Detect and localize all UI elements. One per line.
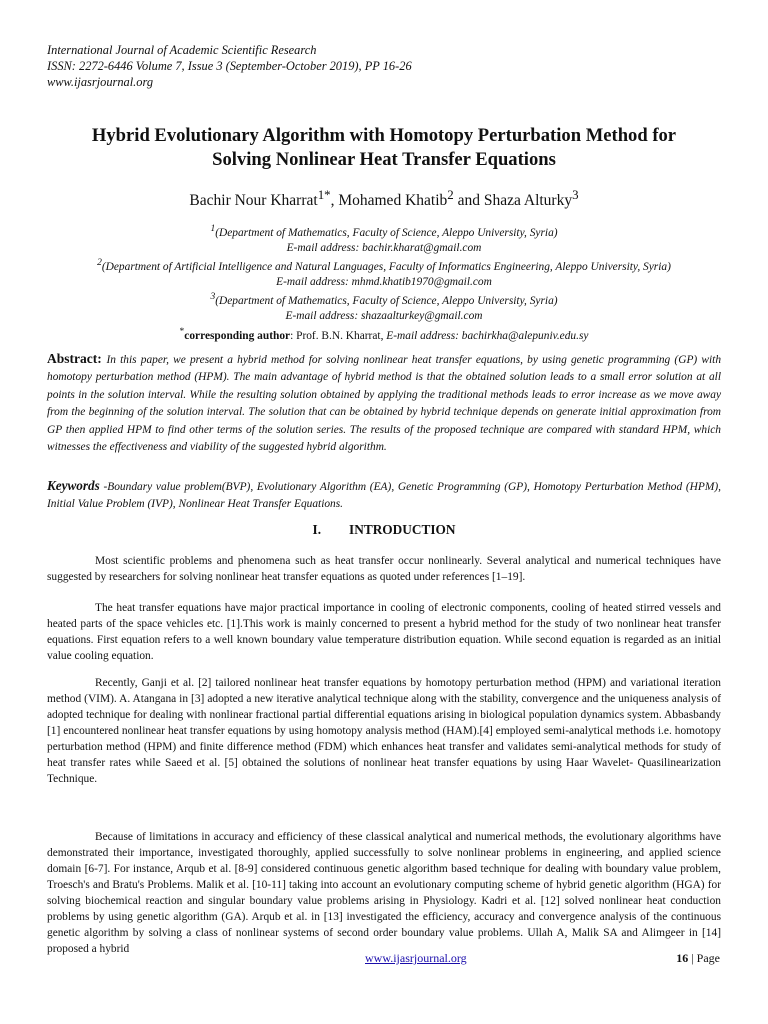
- section-heading: [40, 522, 728, 538]
- paragraph: Because of limitations in accuracy and efficiency of these classical analytical and numerical methods, the evolutionary algorithms have demonstrated their importance, investigated thoroughly, applied successfully to solve nonlinear problems in engineering, and applied science domain [6-7]. For instance, Arqub et al. [8-9] considered continuous genetic algorithm based technique for dealing with boundary value problem, Troesch's and Bratu's Problems. Malik et al. [10-11] taking into account an evolutionary computing scheme of hybrid genetic algorithm (HGA) for solving biochemical reaction and singular boundary value problems arising in Physiology. Kadri et al. [12] solved nonlinear heat conduction problems by using genetic algorithm (GA). Arqub et al. in [13] investigated the efficiency, accuracy and convergence analysis of the continuous genetic algorithm by solving a class of nonlinear systems of second order boundary value problems. Ullah A, Malik SA and Alimgeer in [14] proposed a hybrid: [47, 831, 721, 955]
- abstract-text: In this paper, we present a hybrid method for solving nonlinear heat transfer equations, by using genetic programming (GP) with homotopy perturbation method (HPM). The main advantage of hybrid method is that the obtained solution leads to a small error solution at all points in the solution interval. While the resulting solution obtained by applying the traditional methods leads to error increase as we move away from the beginning of the solution interval. The solution that can be obtained by hybrid technique depends on generate initial approximation from GP then applied HPM to find other terms of the solution series. The results of the proposed technique are compared with standard HPM, which witnesses the effectiveness and viability of the suggested hybrid algorithm.: [47, 354, 722, 454]
- section-title: INTRODUCTION: [349, 522, 456, 537]
- journal-header: [47, 42, 412, 90]
- author-list: [40, 187, 728, 210]
- journal-url: www.ijasrjournal.org: [47, 75, 154, 89]
- affiliation-1: [30, 222, 738, 241]
- author-2: , Mohamed Khatib: [330, 192, 448, 210]
- corresponding-text: : Prof. B.N. Kharrat,: [290, 329, 387, 342]
- journal-issn: ISSN: 2272-6446 Volume 7, Issue 3 (September-October 2019), PP 16-26: [47, 59, 412, 73]
- corresponding-email: E-mail address: bachirkha@alepuniv.edu.sy: [386, 329, 589, 342]
- affiliation-3-text: (Department of Mathematics, Faculty of Science, Aleppo University, Syria): [215, 295, 558, 308]
- affiliation-1-text: (Department of Mathematics, Faculty of Science, Aleppo University, Syria): [215, 226, 558, 239]
- abstract: [47, 350, 721, 456]
- affiliation-2-sup: 2: [97, 258, 102, 269]
- corresponding-sup: *: [179, 326, 185, 337]
- abstract-label: Abstract: [47, 351, 98, 366]
- corresponding-author: [30, 325, 738, 344]
- journal-name: International Journal of Academic Scientific Research: [47, 43, 317, 57]
- keywords-text: -Boundary value problem(BVP), Evolutionary Algorithm (EA), Genetic Programming (GP), Homotopy Perturbation Method (HPM), Initial Value Problem (IVP), Nonlinear Heat Transfer Equations.: [47, 481, 721, 511]
- title-line-1: Hybrid Evolutionary Algorithm with Homotopy Perturbation Method for: [91, 125, 677, 146]
- paragraph: Recently, Ganji et al. [2] tailored nonlinear heat transfer equations by homotopy perturbation method (HPM) and variational iteration method (VIM). A. Atangana in [3] adopted a new iterative analytical technique along with the stability, convergence and the uniqueness analysis of adopted technique for dealing with nonlinear fractional partial differential equations arising in biological population dynamics system. Abbasbandy [1] encountered nonlinear heat transfer equations by using homotopy analysis method (HAM).[4] employed semi-analytical methods i.e. homotopy perturbation method (HPM) and finite difference method (FDM) which enhances heat transfer and validates semi-analytical methods for study of heat transfer rates while Saeed et al. [5] obtained the solutions of nonlinear heat transfer equations by using Haar Wavelet- Quasilinearization Technique.: [47, 677, 721, 785]
- corresponding-label: corresponding author: [184, 329, 291, 342]
- affiliation-3-sup: 3: [210, 292, 216, 303]
- affiliation-1-sup: 1: [210, 224, 216, 234]
- page-number-value: 16: [676, 951, 689, 965]
- author-2-sup: 2: [447, 187, 454, 202]
- page-label: | Page: [688, 951, 720, 965]
- section-number: I.: [312, 522, 322, 537]
- email-1: E-mail address: bachir.kharat@gmail.com: [286, 242, 482, 254]
- keywords-label: Keywords: [47, 478, 100, 493]
- title-line-2: Solving Nonlinear Heat Transfer Equations: [212, 149, 556, 170]
- paper-title: [40, 124, 728, 172]
- page-number: [676, 951, 720, 966]
- affiliation-2-text: (Department of Artificial Intelligence and Natural Languages, Faculty of Informatics Engineering, Aleppo University, Syria): [101, 261, 671, 273]
- email-2: E-mail address: mhmd.khatib1970@gmail.com: [276, 276, 492, 289]
- author-1-sup: 1*: [317, 187, 331, 202]
- paragraph: Most scientific problems and phenomena such as heat transfer occur nonlinearly. Several analytical and numerical techniques have suggested by researchers for solving nonlinear heat transfer equations as quoted under references [1–19].: [47, 555, 721, 583]
- paragraph: The heat transfer equations have major practical importance in cooling of electronic components, cooling of heated stirred vessels and heated parts of the space vehicles etc. [1].This work is mainly concerned to present a hybrid method for the study of two nonlinear heat transfer equations. First equation refers to a well known boundary value temperature distribution equation. While second equation is regarded as an initial value cooling equation.: [47, 602, 721, 662]
- abstract-colon: :: [97, 351, 107, 366]
- affiliation-2: [30, 256, 738, 275]
- author-3: and Shaza Alturky: [453, 192, 573, 210]
- author-3-sup: 3: [572, 187, 579, 202]
- affiliations: [30, 222, 738, 344]
- author-1: Bachir Nour Kharrat: [189, 192, 318, 210]
- email-3: E-mail address: shazaalturkey@gmail.com: [285, 310, 483, 323]
- footer-journal-link[interactable]: www.ijasrjournal.org: [365, 951, 467, 965]
- affiliation-3: [30, 290, 738, 309]
- keywords: [47, 477, 721, 514]
